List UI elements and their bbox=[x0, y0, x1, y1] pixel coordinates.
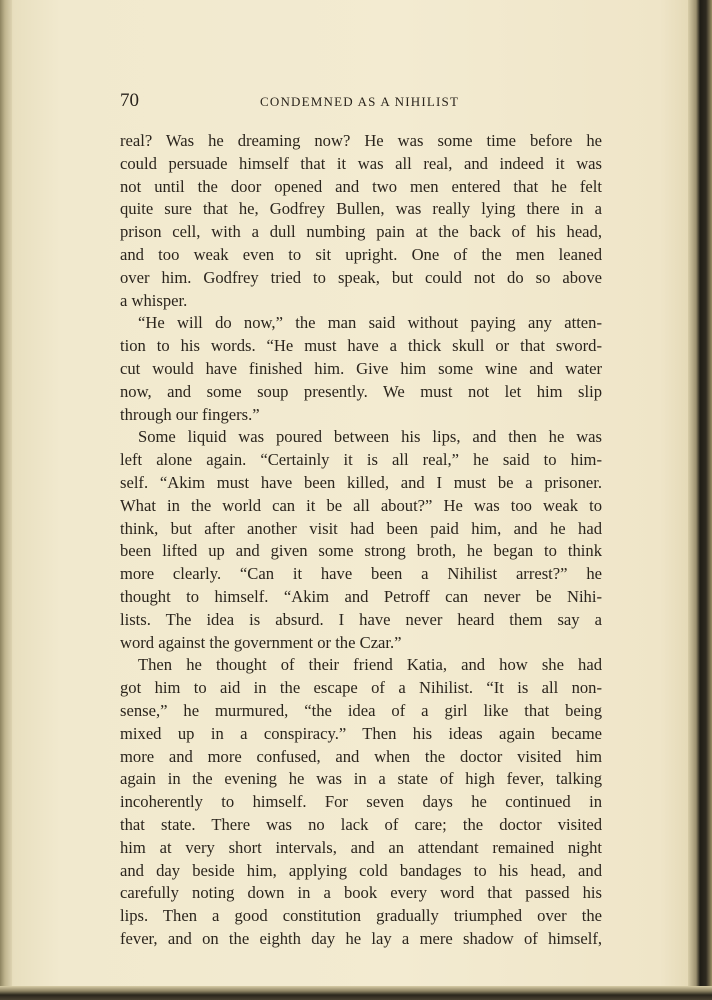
text-line: more clearly. “Can it have been a Nihilist arrest?” he bbox=[120, 564, 602, 584]
text-line: mixed up in a conspiracy.” Then his ideas again became bbox=[120, 723, 602, 743]
text-line: left alone again. “Certainly it is all real,” he said to him- bbox=[120, 450, 602, 470]
text-line: sense,” he murmured, “the idea of a girl like that being bbox=[120, 700, 602, 720]
text-line: prison cell, with a dull numbing pain at the back of his head, bbox=[120, 222, 602, 242]
text-line: “He will do now,” the man said without paying any atten- bbox=[138, 313, 602, 333]
text-line: now, and some soup presently. We must not let him slip bbox=[120, 381, 602, 401]
page-right-edge bbox=[688, 0, 712, 1000]
text-line: carefully noting down in a book every word that passed his bbox=[120, 883, 602, 903]
text-line: got him to aid in the escape of a Nihilist. “It is all non- bbox=[120, 678, 602, 698]
text-line: been lifted up and given some strong broth, he began to think bbox=[120, 541, 602, 561]
text-line: over him. Godfrey tried to speak, but could not do so above bbox=[120, 267, 602, 287]
book-spine-shadow bbox=[0, 0, 12, 1000]
text-line: and too weak even to sit upright. One of the men leaned bbox=[120, 244, 602, 264]
text-line: Some liquid was poured between his lips, and then he was bbox=[138, 427, 602, 447]
text-line: more and more confused, and when the doctor visited him bbox=[120, 746, 602, 766]
text-line: him at very short intervals, and an attendant remained night bbox=[120, 837, 602, 857]
text-line: incoherently to himself. For seven days he continued in bbox=[120, 792, 602, 812]
text-line: Then he thought of their friend Katia, and how she had bbox=[138, 655, 602, 675]
page-header bbox=[120, 90, 600, 114]
text-line: not until the door opened and two men entered that he felt bbox=[120, 176, 602, 196]
body-text bbox=[120, 130, 602, 951]
text-line: self. “Akim must have been killed, and I must be a prisoner. bbox=[120, 472, 602, 492]
text-line: through our fingers.” bbox=[120, 404, 260, 424]
text-line: again in the evening he was in a state of high fever, talking bbox=[120, 769, 602, 789]
text-line: cut would have finished him. Give him some wine and water bbox=[120, 358, 602, 378]
text-line: quite sure that he, Godfrey Bullen, was really lying there in a bbox=[120, 199, 602, 219]
text-line: that state. There was no lack of care; the doctor visited bbox=[120, 814, 602, 834]
page-number: 70 bbox=[120, 90, 139, 111]
text-line: real? Was he dreaming now? He was some time before he bbox=[120, 131, 602, 150]
text-line: thought to himself. “Akim and Petroff can never be Nihi- bbox=[120, 586, 602, 606]
text-line: could persuade himself that it was all real, and indeed it was bbox=[120, 153, 602, 173]
text-line: lists. The idea is absurd. I have never heard them say a bbox=[120, 609, 602, 629]
text-line: think, but after another visit had been paid him, and he had bbox=[120, 518, 602, 538]
text-line: a whisper. bbox=[120, 290, 188, 310]
running-head: CONDEMNED AS A NIHILIST bbox=[260, 94, 460, 109]
text-line: and day beside him, applying cold bandages to his head, and bbox=[120, 860, 602, 880]
text-line: fever, and on the eighth day he lay a mere shadow of himself, bbox=[120, 928, 602, 948]
text-line: What in the world can it be all about?” He was too weak to bbox=[120, 495, 602, 515]
text-line: lips. Then a good constitution gradually triumphed over the bbox=[120, 906, 602, 926]
text-line: tion to his words. “He must have a thick skull or that sword- bbox=[120, 336, 602, 356]
text-line: word against the government or the Czar.” bbox=[120, 632, 402, 652]
page-bottom-edge bbox=[0, 986, 712, 1000]
